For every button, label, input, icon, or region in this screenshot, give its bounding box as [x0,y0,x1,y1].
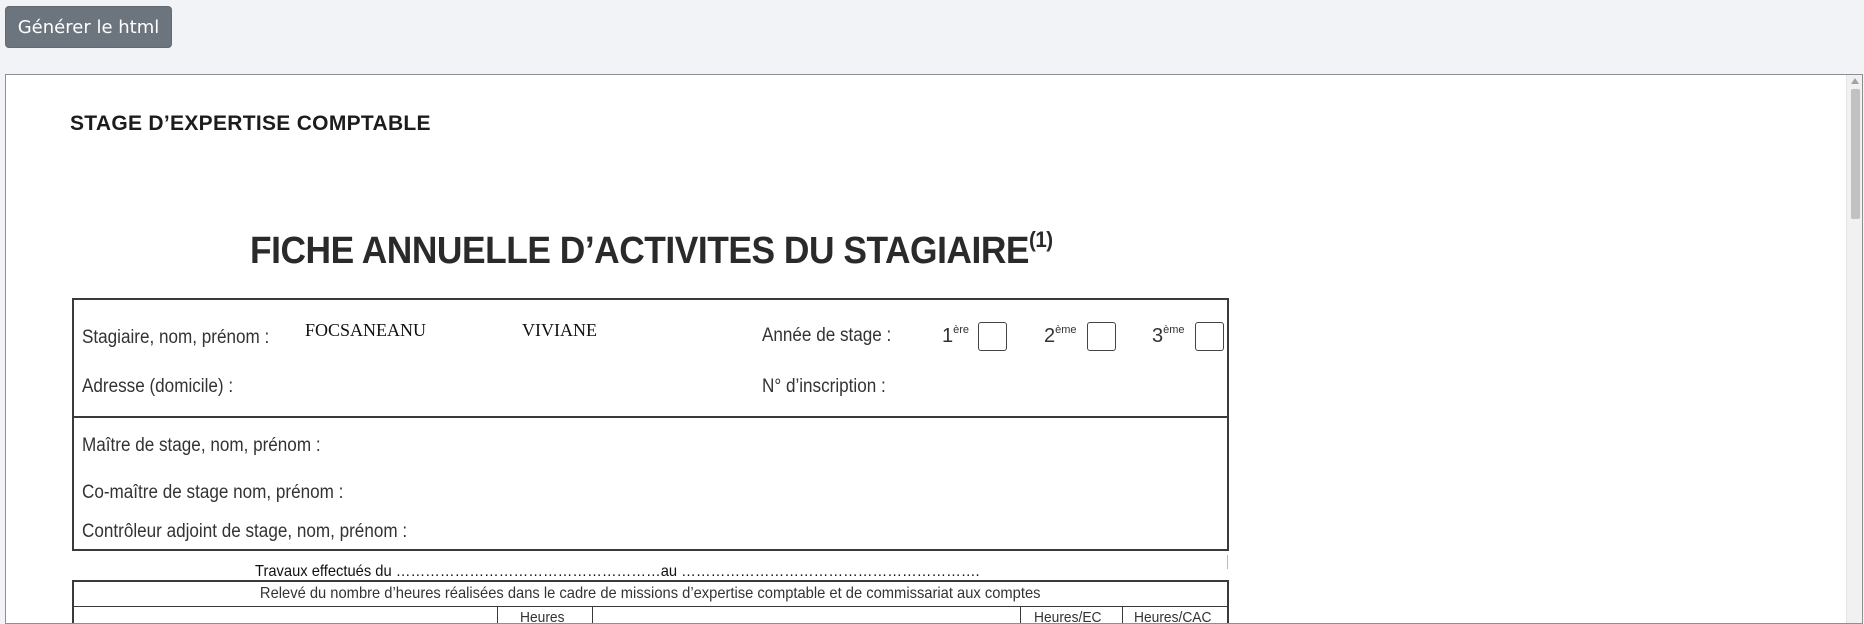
intern-last-name: FOCSANEANU [305,320,427,340]
generate-html-button[interactable]: Générer le html [5,6,172,48]
year-1-checkbox[interactable] [978,322,1007,351]
year-2-sup: ème [1055,324,1077,336]
margin-tick [1227,555,1228,569]
table-column-divider [497,607,498,624]
year-2-num: 2 [1044,325,1056,347]
year-option-2 [1044,324,1077,348]
table-header-hours-ec: Heures/EC [1034,609,1102,624]
co-master-label: Co-maître de stage nom, prénom : [82,482,344,503]
address-label: Adresse (domicile) : [82,376,234,397]
year-1-num: 1 [942,325,954,347]
year-label: Année de stage : [762,325,892,346]
main-title [250,227,1053,273]
scroll-up-arrow-icon[interactable] [1851,78,1859,84]
hours-table [72,580,1229,624]
hours-table-caption-text: Relevé du nombre d’heures réalisées dans le cadre de missions d’expertise comptable et de commissariat aux comptes [260,585,1041,602]
table-header-hours: Heures [520,609,565,624]
year-3-sup: ème [1163,324,1185,336]
scrollbar-thumb[interactable] [1851,89,1860,219]
intern-first-name: VIVIANE [522,320,597,340]
main-title-text: FICHE ANNUELLE D’ACTIVITES DU STAGIAIRE [250,230,1030,272]
document-page [6,75,1846,624]
table-column-divider [592,607,593,624]
work-period-line: Travaux effectués du ………………………………………………au ……………………………………………………. [255,563,980,580]
document-viewer[interactable] [5,74,1863,624]
controller-label: Contrôleur adjoint de stage, nom, prénom : [82,521,408,542]
year-3-checkbox[interactable] [1195,322,1224,351]
year-1-sup: ère [953,324,970,336]
table-header-hours-cac: Heures/CAC [1134,609,1212,624]
table-column-divider [1122,607,1123,624]
master-label: Maître de stage, nom, prénom : [82,435,321,456]
year-2-checkbox[interactable] [1087,322,1116,351]
supervisors-box [72,417,1229,551]
intern-name-label: Stagiaire, nom, prénom : [82,327,270,348]
registration-label: N° d’inscription : [762,376,886,397]
vertical-scrollbar[interactable] [1846,75,1862,623]
year-option-1 [942,324,969,348]
hours-table-caption [74,582,1227,607]
table-column-divider [1020,607,1021,624]
year-3-num: 3 [1152,325,1164,347]
main-title-footnote: (1) [1029,227,1053,252]
year-option-3 [1152,324,1185,348]
intern-info-box [72,298,1229,418]
header-title: STAGE D’EXPERTISE COMPTABLE [70,112,431,135]
